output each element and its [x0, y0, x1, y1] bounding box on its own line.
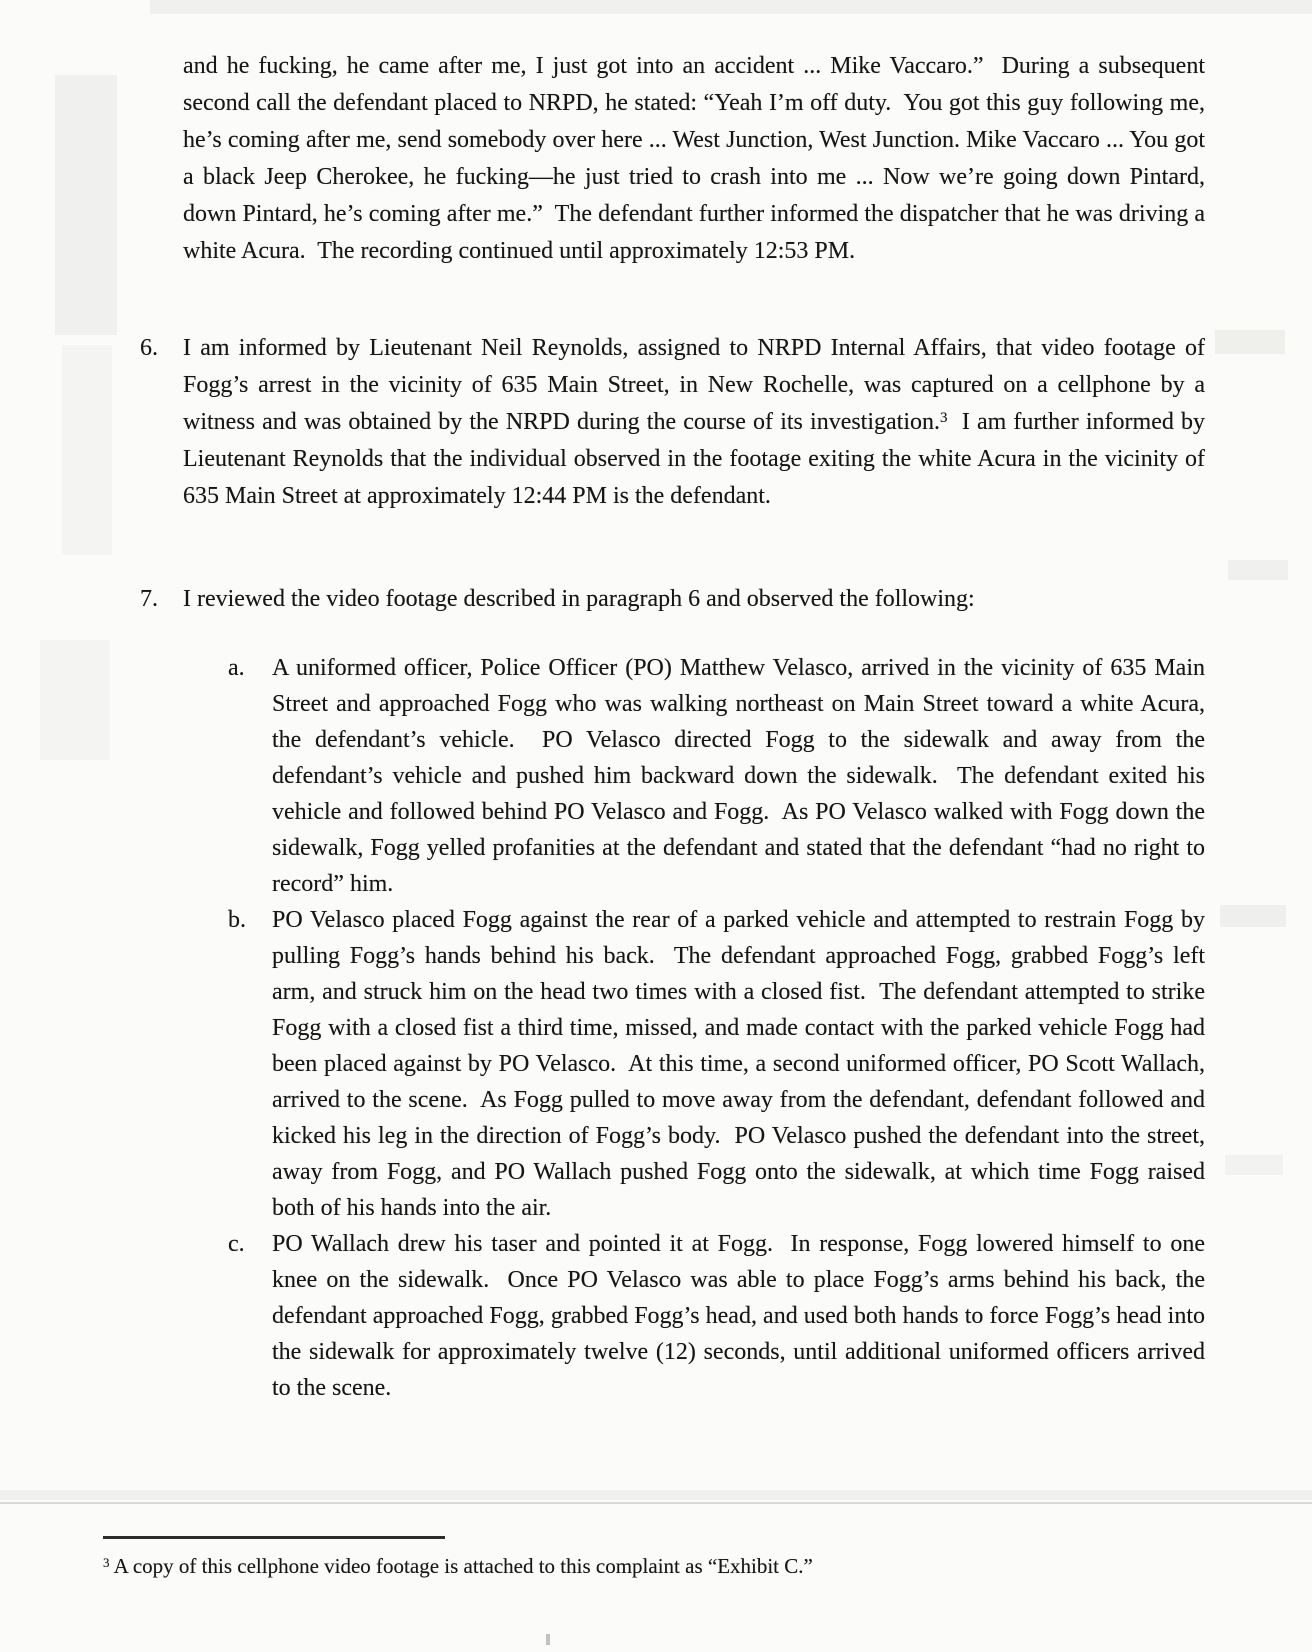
list-item-c-text: PO Wallach drew his taser and pointed it at Fogg. In response, Fogg lowered himself to one knee on the sidewalk. Once PO Velasco was able to place Fogg’s arms behind his back, the defendant approached Fogg, grabbed Fogg’s head, and used both hands to force Fogg’s head into the sidewalk for approximately twelve (12) seconds, until additional uniformed officers arrived to the scene.	[272, 1231, 1211, 1401]
list-item-b-text: PO Velasco placed Fogg against the rear of a parked vehicle and attempted to restrain Fogg by pulling Fogg’s hands behind his back. The defendant approached Fogg, grabbed Fogg’s left arm, and struck him on the head two times with a closed fist. The defendant attempted to strike Fogg with a closed fist a third time, missed, and made contact with the parked vehicle Fogg had been placed against by PO Velasco. At this time, a second uniformed officer, PO Scott Wallach, arrived to the scene. As Fogg pulled to move away from the defendant, defendant followed and kicked his leg in the direction of Fogg’s body. PO Velasco pushed the defendant into the street, away from Fogg, and PO Wallach pushed Fogg onto the sidewalk, at which time Fogg raised both of his hands into the air.	[272, 907, 1211, 1221]
continuation-paragraph: and he fucking, he came after me, I just got into an accident ... Mike Vaccaro.” During a subsequent second call the defendant placed to NRPD, he stated: “Yeah I’m off duty. You got this guy following me, he’s coming after me, send somebody over here ... West Junction, West Junction. Mike Vaccaro ... You got a black Jeep Cherokee, he fucking—he just tried to crash into me ... Now we’re going down Pintard, down Pintard, he’s coming after me.” The defendant further informed the dispatcher that he was driving a white Acura. The recording continued until approximately 12:53 PM.	[183, 53, 1211, 264]
paragraph-6	[140, 330, 1211, 515]
list-item-c-letter: c.	[228, 1231, 245, 1257]
paragraph-6-text-before-footnote: I am informed by Lieutenant Neil Reynolds, assigned to NRPD Internal Affairs, that video footage of Fogg’s arrest in the vicinity of 635 Main Street, in New Rochelle, was captured on a cellphone by a witness and was obtained by the NRPD during the course of its investigation.	[183, 335, 1211, 435]
footnote-text: A copy of this cellphone video footage is attached to this complaint as “Exhibit C.”	[109, 1554, 813, 1578]
paragraph-6-text-after-footnote: I am further informed by Lieutenant Reynolds that the individual observed in the footage exiting the white Acura in the vicinity of 635 Main Street at approximately 12:44 PM is the defendant.	[183, 409, 1211, 509]
scan-artifact	[546, 1634, 550, 1645]
list-item-b	[228, 902, 1211, 1226]
list-item-a	[228, 650, 1211, 902]
footnote	[103, 1551, 1223, 1581]
scan-artifact	[62, 345, 112, 555]
sub-item-list	[228, 650, 1211, 1406]
paragraph-6-body	[183, 330, 1211, 515]
scan-artifact	[55, 75, 117, 335]
scan-artifact	[40, 640, 110, 760]
list-item-c	[228, 1226, 1211, 1406]
list-item-b-letter: b.	[228, 907, 246, 933]
list-item-a-text: A uniformed officer, Police Officer (PO) Matthew Velasco, arrived in the vicinity of 635 Main Street and approached Fogg who was walking northeast on Main Street toward a white Acura, the defendant’s vehicle. PO Velasco directed Fogg to the sidewalk and away from the defendant’s vehicle and pushed him backward down the sidewalk. The defendant exited his vehicle and followed behind PO Velasco and Fogg. As PO Velasco walked with Fogg down the sidewalk, Fogg yelled profanities at the defendant and stated that the defendant “had no right to record” him.	[272, 655, 1211, 897]
paragraph-7-number: 7.	[140, 586, 158, 612]
footnote-separator	[103, 1536, 445, 1539]
scan-artifact	[1215, 330, 1285, 354]
footnote-reference-3: 3	[940, 410, 948, 426]
paragraph-6-number: 6.	[140, 335, 158, 361]
paragraph-7-body: I reviewed the video footage described in paragraph 6 and observed the following:	[183, 586, 975, 612]
scan-artifact	[0, 1490, 1312, 1500]
footnote-marker: 3	[103, 1555, 110, 1570]
scan-line-artifact	[0, 1502, 1312, 1504]
paragraph-7	[140, 581, 1205, 618]
list-item-a-letter: a.	[228, 655, 245, 681]
scan-artifact	[1228, 560, 1288, 580]
scan-artifact	[150, 0, 1312, 14]
scan-artifact	[1225, 1155, 1283, 1175]
scan-artifact	[1220, 905, 1286, 927]
